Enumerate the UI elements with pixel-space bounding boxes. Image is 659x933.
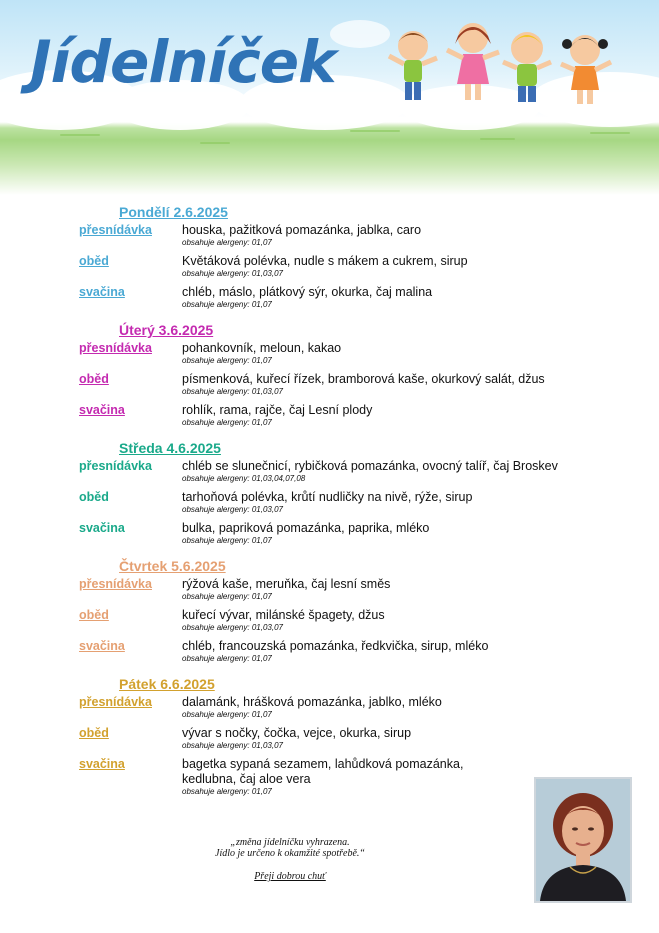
meal-name: svačina bbox=[79, 403, 125, 417]
meal-name: přesnídávka bbox=[79, 341, 152, 355]
allergen-note: obsahuje alergeny: 01,03,07 bbox=[182, 269, 283, 278]
allergen-note: obsahuje alergeny: 01,07 bbox=[182, 300, 272, 309]
meal-row bbox=[79, 695, 639, 726]
meal-description: kuřecí vývar, milánské špagety, džus bbox=[182, 608, 385, 622]
meal-description: rýžová kaše, meruňka, čaj lesní směs bbox=[182, 577, 391, 591]
allergen-note: obsahuje alergeny: 01,07 bbox=[182, 710, 272, 719]
meal-row bbox=[79, 639, 639, 670]
meal-description: dalamánk, hrášková pomazánka, jablko, mléko bbox=[182, 695, 442, 709]
children-illustration bbox=[385, 14, 625, 114]
meal-name: přesnídávka bbox=[79, 223, 152, 237]
meal-description: Květáková polévka, nudle s mákem a cukrem, sirup bbox=[182, 254, 468, 268]
meal-row bbox=[79, 341, 639, 372]
allergen-note: obsahuje alergeny: 01,07 bbox=[182, 418, 272, 427]
allergen-note: obsahuje alergeny: 01,07 bbox=[182, 238, 272, 247]
meal-row bbox=[79, 254, 639, 285]
allergen-note: obsahuje alergeny: 01,03,04,07,08 bbox=[182, 474, 306, 483]
meal-description: pohankovník, meloun, kakao bbox=[182, 341, 342, 355]
day-thursday bbox=[79, 557, 639, 670]
day-title: Pondělí 2.6.2025 bbox=[119, 204, 228, 220]
child-1-icon bbox=[389, 31, 437, 100]
allergen-note: obsahuje alergeny: 01,07 bbox=[182, 592, 272, 601]
meal-description: tarhoňová polévka, krůtí nudličky na nivě, rýže, sirup bbox=[182, 490, 473, 504]
meal-description: rohlík, rama, rajče, čaj Lesní plody bbox=[182, 403, 373, 417]
meal-name: oběd bbox=[79, 726, 109, 740]
meal-row bbox=[79, 726, 639, 757]
child-3-icon bbox=[503, 32, 551, 102]
allergen-note: obsahuje alergeny: 01,07 bbox=[182, 787, 272, 796]
footer-line-2: Jídlo je určeno k okamžité spotřebě.“ bbox=[215, 848, 365, 859]
portrait-icon bbox=[536, 779, 630, 901]
allergen-note: obsahuje alergeny: 01,03,07 bbox=[182, 741, 283, 750]
meal-name: oběd bbox=[79, 254, 109, 268]
allergen-note: obsahuje alergeny: 01,07 bbox=[182, 654, 272, 663]
meal-description: chléb, máslo, plátkový sýr, okurka, čaj malina bbox=[182, 285, 433, 299]
meal-name: svačina bbox=[79, 639, 125, 653]
day-title: Úterý 3.6.2025 bbox=[119, 322, 214, 338]
child-2-icon bbox=[447, 23, 499, 100]
meal-row bbox=[79, 608, 639, 639]
meal-row bbox=[79, 490, 639, 521]
allergen-note: obsahuje alergeny: 01,07 bbox=[182, 536, 272, 545]
footer-note bbox=[150, 837, 430, 882]
meal-name: přesnídávka bbox=[79, 459, 152, 473]
meal-name: svačina bbox=[79, 285, 125, 299]
meal-name: přesnídávka bbox=[79, 577, 152, 591]
meal-description: bagetka sypaná sezamem, lahůdková pomazánka, kedlubna, čaj aloe vera bbox=[182, 757, 464, 786]
meal-description: vývar s nočky, čočka, vejce, okurka, sirup bbox=[182, 726, 412, 740]
meal-description: houska, pažitková pomazánka, jablka, caro bbox=[182, 223, 422, 237]
header-banner bbox=[0, 0, 659, 195]
meal-row bbox=[79, 577, 639, 608]
day-title: Čtvrtek 5.6.2025 bbox=[119, 558, 226, 574]
allergen-note: obsahuje alergeny: 01,03,07 bbox=[182, 623, 283, 632]
meal-row bbox=[79, 285, 639, 316]
meal-row bbox=[79, 459, 639, 490]
meal-name: oběd bbox=[79, 490, 109, 504]
footer-line-1: „změna jídelníčku vyhrazena. bbox=[230, 837, 350, 848]
meal-row bbox=[79, 372, 639, 403]
meal-row bbox=[79, 223, 639, 254]
meal-name: přesnídávka bbox=[79, 695, 152, 709]
footer-wish: Přeji dobrou chuť bbox=[254, 871, 326, 882]
meal-row bbox=[79, 521, 639, 552]
allergen-note: obsahuje alergeny: 01,03,07 bbox=[182, 505, 283, 514]
meal-row bbox=[79, 403, 639, 434]
day-title: Pátek 6.6.2025 bbox=[119, 676, 215, 692]
meal-description: písmenková, kuřecí řízek, bramborová kaše, okurkový salát, džus bbox=[182, 372, 545, 386]
meal-description: bulka, papriková pomazánka, paprika, mléko bbox=[182, 521, 430, 535]
meal-description: chléb se slunečnicí, rybičková pomazánka, ovocný talíř, čaj Broskev bbox=[182, 459, 558, 473]
page-title: Jídelníček bbox=[30, 28, 336, 96]
meal-name: oběd bbox=[79, 608, 109, 622]
weekly-menu bbox=[79, 203, 639, 810]
meal-name: oběd bbox=[79, 372, 109, 386]
cook-photo bbox=[534, 777, 632, 903]
day-monday bbox=[79, 203, 639, 316]
day-tuesday bbox=[79, 321, 639, 434]
day-wednesday bbox=[79, 439, 639, 552]
meal-name: svačina bbox=[79, 757, 125, 771]
allergen-note: obsahuje alergeny: 01,03,07 bbox=[182, 387, 283, 396]
day-title: Středa 4.6.2025 bbox=[119, 440, 221, 456]
child-4-icon bbox=[561, 35, 611, 104]
meal-description: chléb, francouzská pomazánka, ředkvička, sirup, mléko bbox=[182, 639, 489, 653]
meal-name: svačina bbox=[79, 521, 125, 535]
allergen-note: obsahuje alergeny: 01,07 bbox=[182, 356, 272, 365]
